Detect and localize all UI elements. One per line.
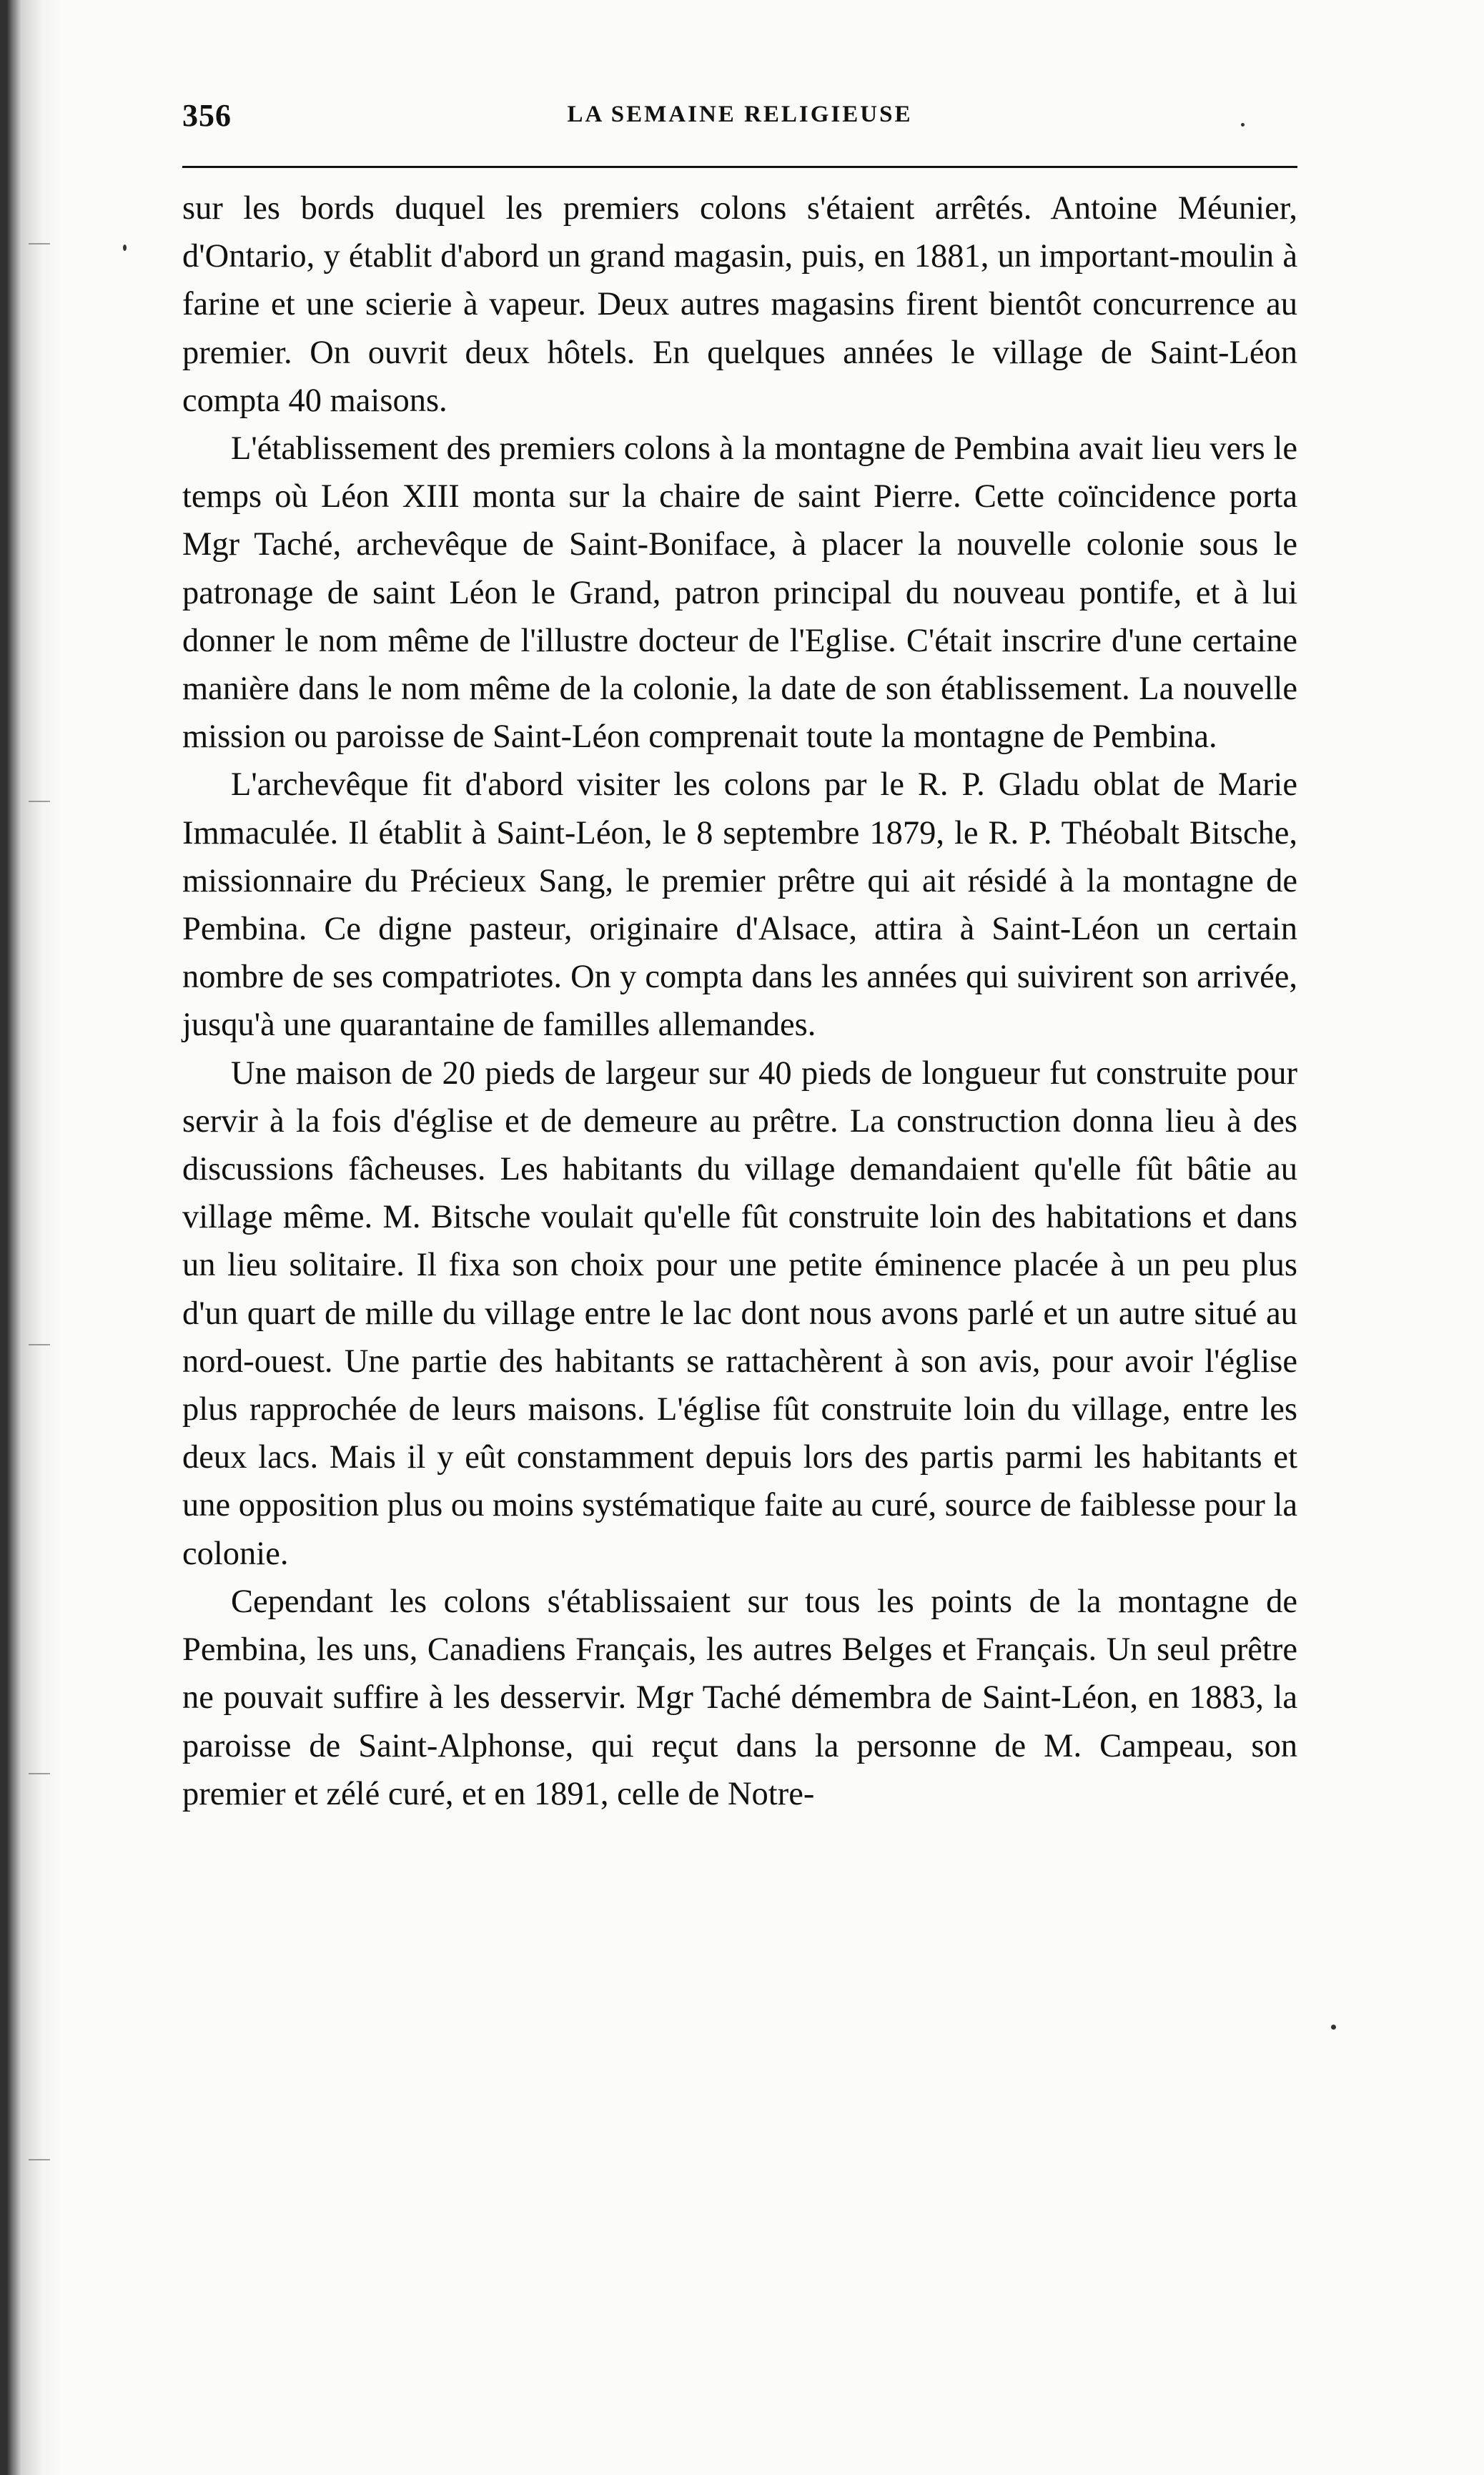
scan-speck — [29, 243, 50, 244]
scan-speck — [123, 244, 127, 251]
paragraph-5: Cependant les colons s'établissaient sur tous les points de la montagne de Pembina, les uns, Canadiens Français, les autres Belges et Français. Un seul prêtre ne pouvait suffire à les desservir. Mgr Taché démembra de Saint-Léon, en 1883, la paroisse de Saint-Alphonse, qui reçut dans la personne de M. Campeau, son premier et zélé curé, et en 1891, celle de Notre- — [182, 1583, 1297, 1812]
running-title: LA SEMAINE RELIGIEUSE — [567, 102, 913, 127]
paragraph-3: L'archevêque fit d'abord visiter les colons par le R. P. Gladu oblat de Marie Immaculée. Il établit à Saint-Léon, le 8 septembre 1879, le R. P. Théobalt Bitsche, missionnaire du Précieux Sang, le premier prêtre qui ait résidé à la montagne de Pembina. Ce digne pasteur, originaire d'Alsace, attira à Saint-Léon un certain nombre de ses compatriotes. On y compta dans les années qui suivirent son arrivée, jusqu'à une quarantaine de familles allemandes. — [182, 766, 1297, 1044]
scan-speck — [29, 2159, 50, 2160]
binding-edge — [0, 0, 66, 2475]
header-rule — [182, 166, 1297, 168]
paragraph-4: Une maison de 20 pieds de largeur sur 40 pieds de longueur fut construite pour servir à la fois d'église et de demeure au prêtre. La construction donna lieu à des discussions fâcheuses. Les habitants du village demandaient qu'elle fût bâtie au village même. M. Bitsche voulait qu'elle fût construite loin des habitations et dans un lieu solitaire. Il fixa son choix pour une petite éminence placée à un peu plus d'un quart de mille du village entre le lac dont nous avons parlé et un autre situé au nord-ouest. Une partie des habitants se rattachèrent à son avis, pour avoir l'église plus rapprochée de leurs maisons. L'église fût construite loin du village, entre les deux lacs. Mais il y eût constamment depuis lors des partis parmi les habitants et une opposition plus ou moins systématique faite au curé, source de faiblesse pour la colonie. — [182, 1054, 1297, 1572]
paragraph-1: sur les bords duquel les premiers colons s'étaient arrêtés. Antoine Méunier, d'Ontario, y établit d'abord un grand magasin, puis, en 1881, un important-moulin à farine et une scierie à vapeur. Deux autres magasins firent bientôt concurrence au premier. On ouvrit deux hôtels. En quelques années le village de Saint-Léon compta 40 maisons. — [182, 190, 1297, 419]
scan-speck — [29, 1344, 50, 1345]
body-text — [182, 184, 1297, 1818]
scan-speck — [29, 1773, 50, 1774]
page-number: 356 — [182, 98, 232, 133]
scan-speck — [29, 801, 50, 802]
page-header — [182, 97, 1297, 147]
paragraph-2: L'établissement des premiers colons à la montagne de Pembina avait lieu vers le temps où Léon XIII monta sur la chaire de saint Pierre. Cette coïncidence porta Mgr Taché, archevêque de Saint-Boniface, à placer la nouvelle colonie sous le patronage de saint Léon le Grand, patron principal du nouveau pontife, et à lui donner le nom même de l'illustre docteur de l'Eglise. C'était inscrire d'une certaine manière dans le nom même de la colonie, la date de son établissement. La nouvelle mission ou paroisse de Saint-Léon comprenait toute la montagne de Pembina. — [182, 430, 1297, 756]
scan-speck — [1331, 2025, 1336, 2030]
